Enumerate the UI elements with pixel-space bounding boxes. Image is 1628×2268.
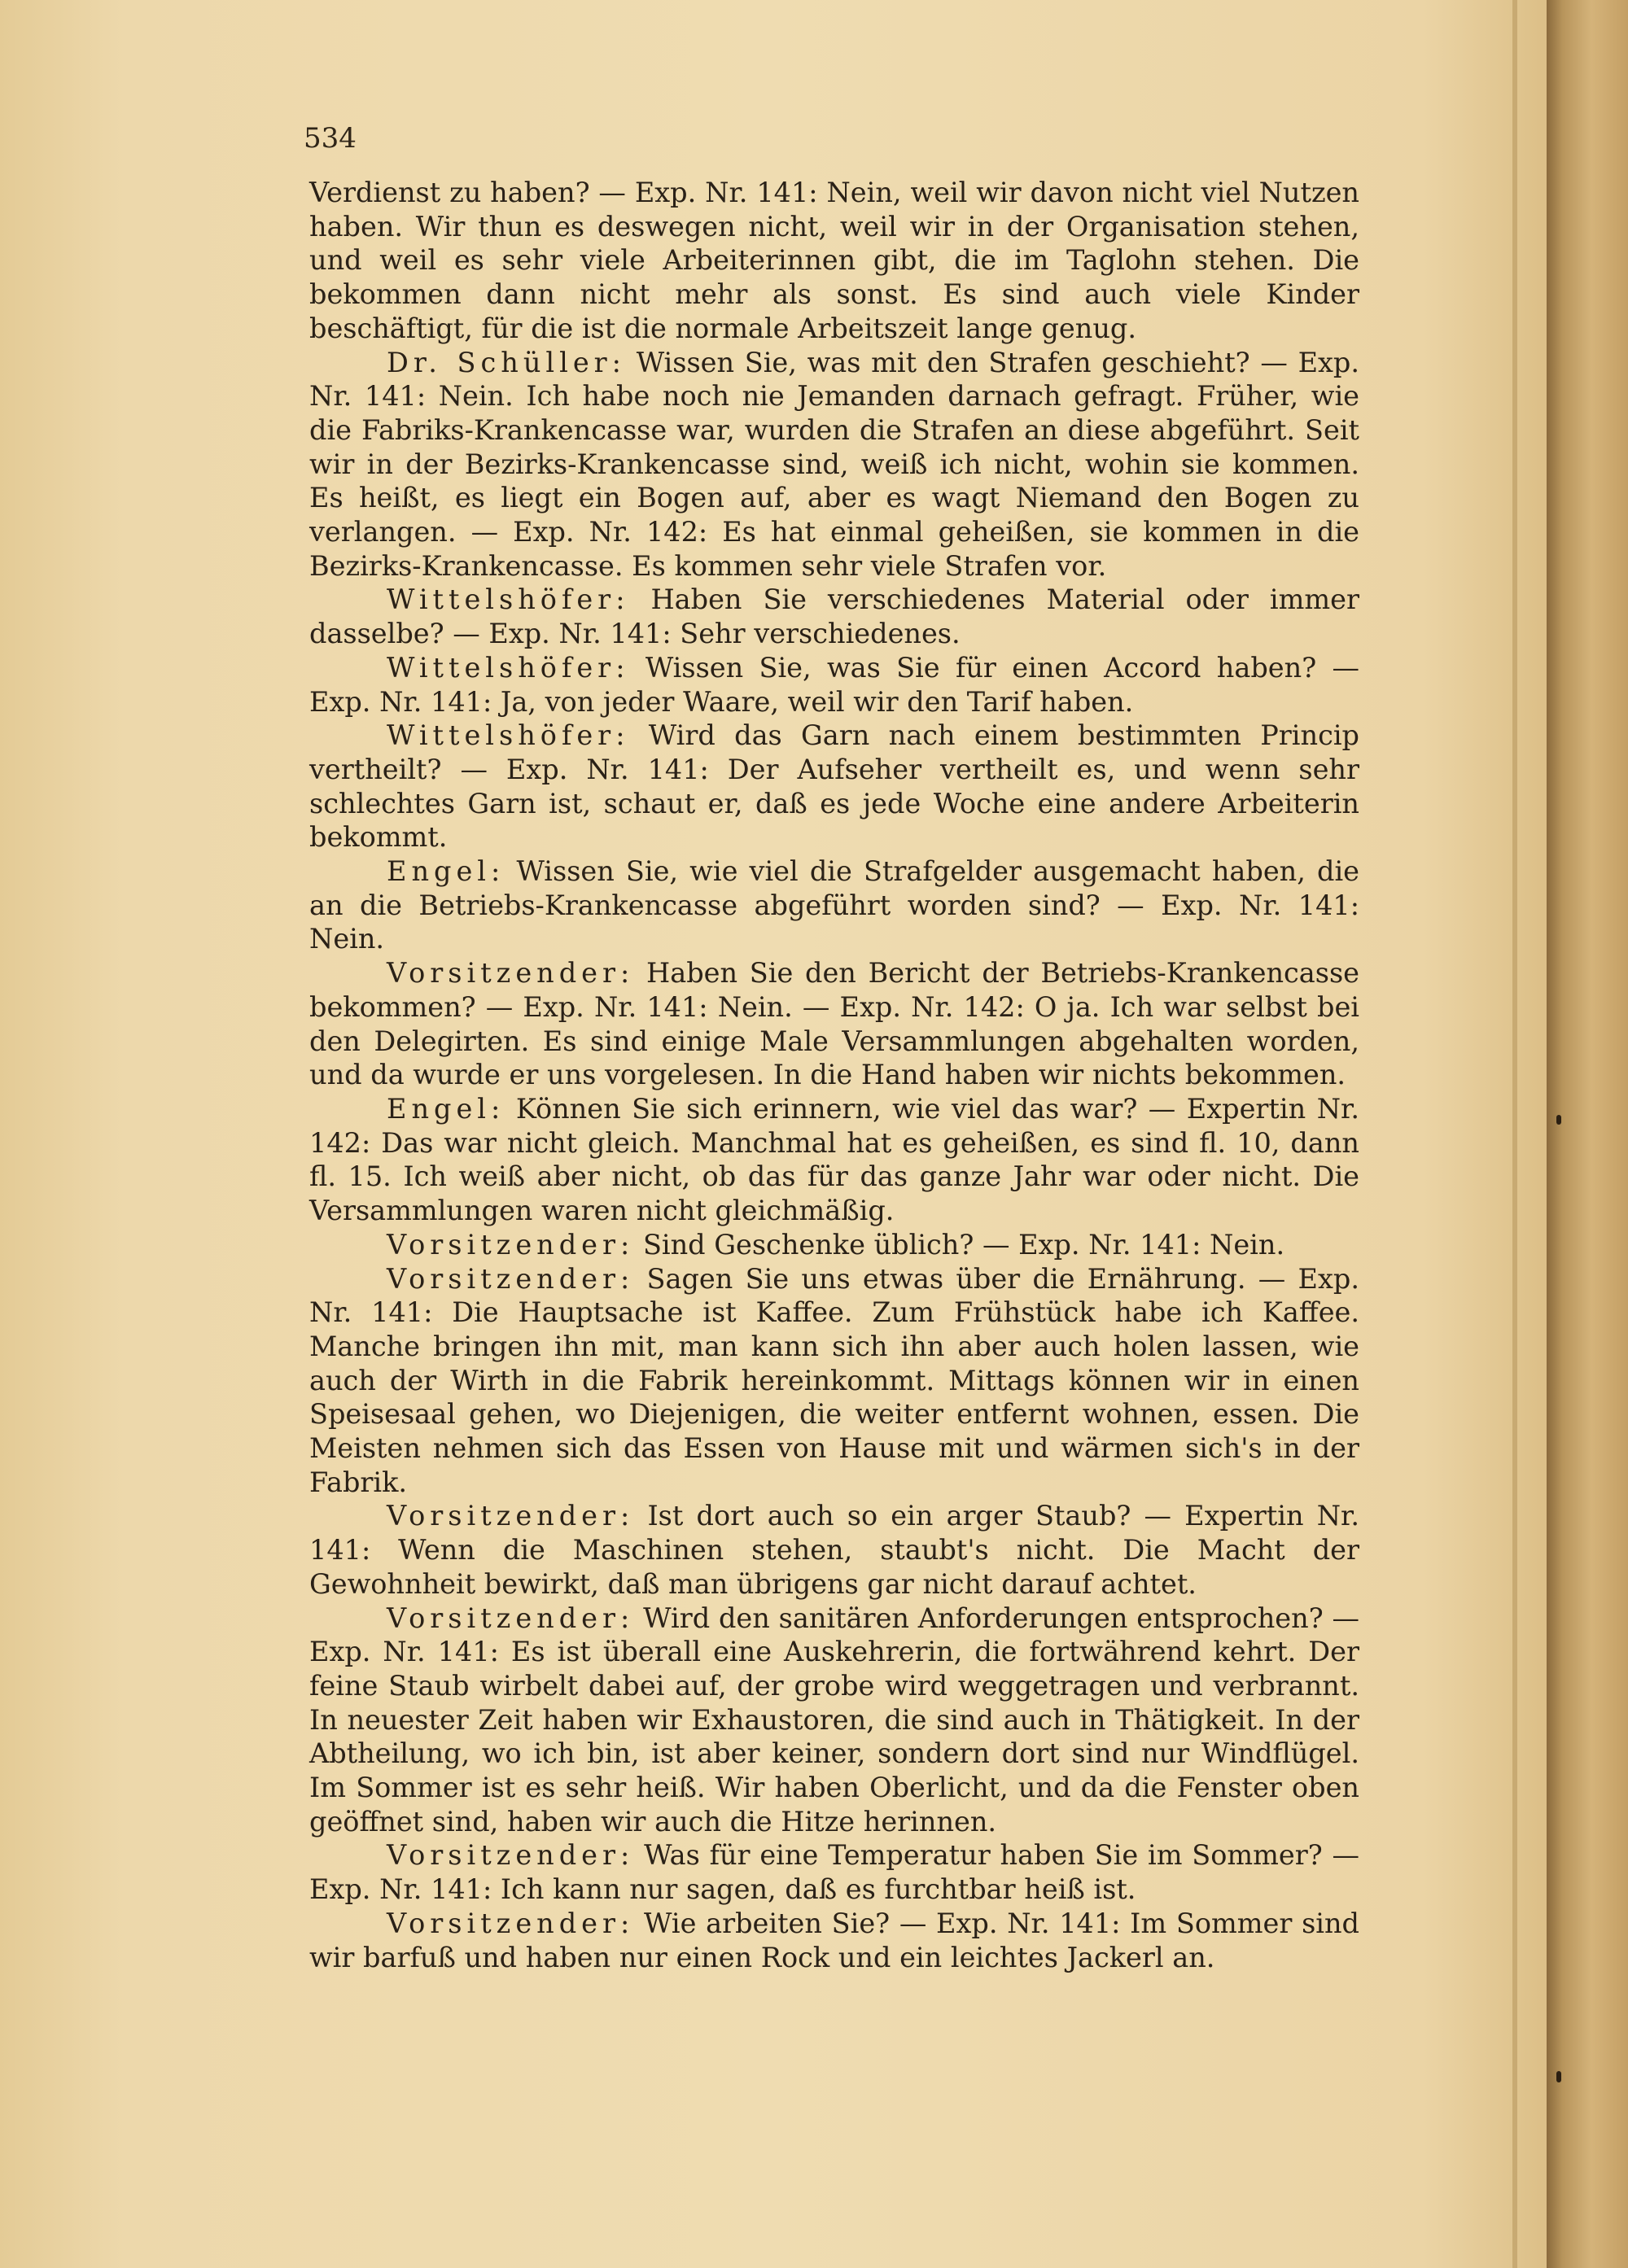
paragraph xyxy=(309,1907,1359,1974)
paragraph-text: Wird den sanitären Anforderungen entsprochen? — Exp. Nr. 141: Es ist überall eine Auskehrerin, die fortwährend kehrt. Der feine Staub wirbelt dabei auf, der grobe wird weggetragen und verbrannt. In neuester Zeit haben wir Exhaustoren, die sind auch in Thätigkeit. In der Abtheilung, wo ich bin, ist aber keiner, sondern dort sind nur Windflügel. Im Sommer ist es sehr heiß. Wir haben Oberlicht, und da die Fenster oben geöffnet sind, haben wir auch die Hitze herinnen. xyxy=(309,1602,1359,1838)
book-spine-edge xyxy=(1547,0,1628,2268)
speaker-name: Vorsitzender: xyxy=(387,1262,635,1295)
paragraph xyxy=(309,719,1359,854)
speaker-name: Vorsitzender: xyxy=(387,1602,635,1634)
paragraph-text: Verdienst zu haben? — Exp. Nr. 141: Nein, weil wir davon nicht viel Nutzen haben. Wir thun es deswegen nicht, weil wir in der Organisation stehen, und weil es sehr viele Arbeiterinnen gibt, die im Taglohn stehen. Die bekommen dann nicht mehr als sonst. Es sind auch viele Kinder beschäftigt, für die ist die normale Arbeitszeit lange genug. xyxy=(309,177,1359,344)
page-gutter-shadow xyxy=(1512,0,1517,2268)
paragraph xyxy=(309,1499,1359,1601)
speaker-name: Wittelshöfer: xyxy=(387,719,630,752)
paragraph-text: Wie arbeiten Sie? — Exp. Nr. 141: Im Sommer sind wir barfuß und haben nur einen Rock und ein leichtes Jackerl an. xyxy=(309,1907,1359,1973)
paragraph xyxy=(309,651,1359,719)
paragraph-text: Wissen Sie, was mit den Strafen geschieht? — Exp. Nr. 141: Nein. Ich habe noch nie Jemanden darnach gefragt. Früher, wie die Fabriks-Krankencasse war, wurden die Strafen an diese abgeführt. Seit wir in der Bezirks-Krankencasse sind, weiß ich nicht, wohin sie kommen. Es heißt, es liegt ein Bogen auf, aber es wagt Niemand den Bogen zu verlangen. — Exp. Nr. 142: Es hat einmal geheißen, sie kommen in die Bezirks-Krankencasse. Es kommen sehr viele Strafen vor. xyxy=(309,346,1360,582)
speaker-name: Dr. Schüller: xyxy=(387,346,626,378)
paragraph xyxy=(309,176,1359,346)
speaker-name: Vorsitzender: xyxy=(387,1500,635,1532)
speaker-name: Vorsitzender: xyxy=(387,957,635,990)
paragraph-text: Ist dort auch so ein arger Staub? — Expertin Nr. 141: Wenn die Maschinen stehen, staubt's nicht. Die Macht der Gewohnheit bewirkt, daß man übrigens gar nicht darauf achtet. xyxy=(309,1500,1359,1600)
page-body xyxy=(309,176,1359,1974)
speaker-name: Engel: xyxy=(387,1092,505,1125)
paragraph-text: Können Sie sich erinnern, wie viel das war? — Expertin Nr. 142: Das war nicht gleich. Manchmal hat es geheißen, es sind fl. 10, dann fl. 15. Ich weiß aber nicht, ob das für das ganze Jahr war oder nicht. Die Versammlungen waren nicht gleichmäßig. xyxy=(309,1092,1359,1227)
speaker-name: Wittelshöfer: xyxy=(387,583,630,616)
speaker-name: Vorsitzender: xyxy=(387,1228,635,1261)
paragraph-text: Wird das Garn nach einem bestimmten Princip vertheilt? — Exp. Nr. 141: Der Aufseher vertheilt es, und wenn sehr schlechtes Garn ist, schaut er, daß es jede Woche eine andere Arbeiterin bekommt. xyxy=(309,719,1359,854)
paragraph-text: Haben Sie den Bericht der Betriebs-Krankencasse bekommen? — Exp. Nr. 141: Nein. — Exp. Nr. 142: O ja. Ich war selbst bei den Delegirten. Es sind einige Male Versammlungen abgehalten worden, und da wurde er uns vorgelesen. In die Hand haben wir nichts bekommen. xyxy=(309,957,1359,1091)
paragraph-text: Sagen Sie uns etwas über die Ernährung. — Exp. Nr. 141: Die Hauptsache ist Kaffee. Zum Frühstück habe ich Kaffee. Manche bringen ihn mit, man kann sich ihn aber auch holen lassen, wie auch der Wirth in die Fabrik hereinkommt. Mittags können wir in einen Speisesaal gehen, wo Diejenigen, die weiter entfernt wohnen, essen. Die Meisten nehmen sich das Essen von Hause mit und wärmen sich's in der Fabrik. xyxy=(309,1262,1359,1498)
paragraph-text: Was für eine Temperatur haben Sie im Sommer? — Exp. Nr. 141: Ich kann nur sagen, daß es furchtbar heiß ist. xyxy=(309,1839,1359,1906)
paragraph-text: Sind Geschenke üblich? — Exp. Nr. 141: Nein. xyxy=(634,1228,1285,1261)
edge-mark xyxy=(1556,1115,1561,1125)
speaker-name: Wittelshöfer: xyxy=(387,651,630,684)
paragraph xyxy=(309,1262,1359,1500)
paragraph xyxy=(309,1092,1359,1228)
paragraph-text: Wissen Sie, was Sie für einen Accord haben? — Exp. Nr. 141: Ja, von jeder Waare, weil wir den Tarif haben. xyxy=(309,651,1359,718)
paragraph xyxy=(309,1228,1359,1262)
paragraph xyxy=(309,346,1359,583)
edge-mark xyxy=(1556,2071,1561,2082)
paragraph xyxy=(309,583,1359,650)
speaker-name: Vorsitzender: xyxy=(387,1839,635,1872)
paragraph xyxy=(309,956,1359,1092)
paragraph xyxy=(309,1838,1359,1906)
paragraph xyxy=(309,854,1359,956)
paragraph-text: Haben Sie verschiedenes Material oder immer dasselbe? — Exp. Nr. 141: Sehr verschiedenes. xyxy=(309,583,1359,650)
paragraph-text: Wissen Sie, wie viel die Strafgelder ausgemacht haben, die an die Betriebs-Krankencasse abgeführt worden sind? — Exp. Nr. 141: Nein. xyxy=(309,855,1359,955)
paragraph xyxy=(309,1602,1359,1839)
speaker-name: Engel: xyxy=(387,855,505,888)
page-number: 534 xyxy=(304,122,357,155)
speaker-name: Vorsitzender: xyxy=(387,1907,635,1939)
